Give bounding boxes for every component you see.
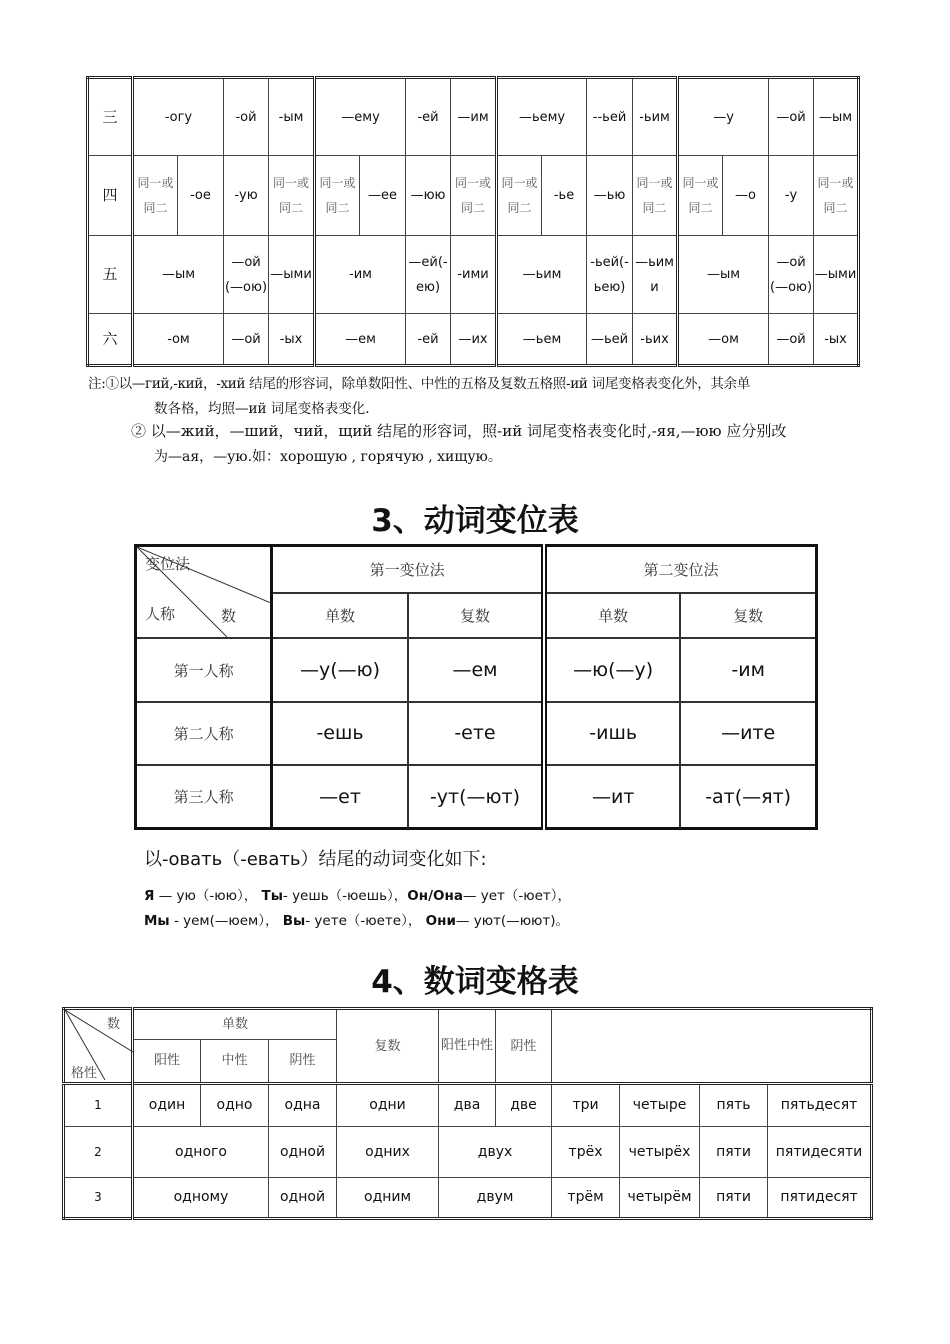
pronoun-label: Они bbox=[425, 913, 456, 929]
ending-cell: —ет bbox=[272, 765, 408, 828]
header-first-conjugation: 第一变位法 bbox=[272, 546, 544, 594]
numeral-cell: одна bbox=[269, 1084, 337, 1127]
empty-header-cell bbox=[552, 1009, 872, 1084]
ending-cell: —у bbox=[678, 78, 769, 156]
ending-cell: -ете bbox=[408, 702, 544, 765]
example-ending-text: — ует（-юет）， bbox=[462, 888, 572, 904]
table-row bbox=[136, 765, 817, 828]
table-corner-cell bbox=[136, 546, 272, 639]
ending-cell: -ат(—ят) bbox=[680, 765, 816, 828]
ending-cell: —ом bbox=[678, 314, 769, 366]
case-number: 四 bbox=[88, 156, 133, 236]
pronoun-label: Ты bbox=[261, 888, 283, 904]
ending-cell: -ьей(-ьею) bbox=[587, 236, 633, 314]
ovat-example-line-1 bbox=[144, 884, 571, 904]
numeral-cell: одной bbox=[269, 1127, 337, 1178]
ending-cell: —ю(—у) bbox=[544, 638, 680, 701]
numeral-cell: один bbox=[133, 1084, 201, 1127]
table-row bbox=[88, 236, 859, 314]
header-plural: 复数 bbox=[408, 593, 544, 638]
ending-cell: —ыми bbox=[814, 236, 859, 314]
numeral-declension-table bbox=[62, 1007, 873, 1220]
ending-cell: —ему bbox=[315, 78, 406, 156]
ending-cell: —ой(—ою) bbox=[769, 236, 814, 314]
ending-cell: --ьей bbox=[587, 78, 633, 156]
ending-cell: -ьим bbox=[633, 78, 678, 156]
ending-cell: —ым bbox=[678, 236, 769, 314]
numeral-cell: одних bbox=[337, 1127, 439, 1178]
corner-label-conjugation: 变位法 bbox=[145, 555, 191, 574]
ending-cell: —ой bbox=[769, 78, 814, 156]
header-plural: 复数 bbox=[680, 593, 816, 638]
note-2-line-1: ② 以—жий，—ший，чий，щий 结尾的形容词，照-ий 词尾变格表变化时,-яя,—юю 应分别改 bbox=[131, 422, 787, 440]
ending-cell: —ем bbox=[315, 314, 406, 366]
numeral-cell: трём bbox=[552, 1178, 620, 1219]
ending-cell: -им bbox=[680, 638, 816, 701]
numeral-cell: одной bbox=[269, 1178, 337, 1219]
corner-label-case-gender: 格性 bbox=[71, 1066, 98, 1081]
numeral-cell: одному bbox=[133, 1178, 269, 1219]
header-singular: 单数 bbox=[544, 593, 680, 638]
ending-cell: —ой bbox=[769, 314, 814, 366]
header-second-conjugation: 第二变位法 bbox=[544, 546, 816, 594]
table-corner-cell bbox=[64, 1009, 133, 1084]
ending-cell: 同一或同二 bbox=[814, 156, 859, 236]
numeral-cell: пяти bbox=[700, 1127, 768, 1178]
verb-conjugation-title: 3、动词变位表 bbox=[371, 503, 579, 539]
numeral-cell: четыре bbox=[620, 1084, 700, 1127]
numeral-cell: одни bbox=[337, 1084, 439, 1127]
header-neuter: 中性 bbox=[201, 1039, 269, 1084]
ending-cell: —ите bbox=[680, 702, 816, 765]
ending-cell: —ым bbox=[814, 78, 859, 156]
ending-cell: -ом bbox=[133, 314, 224, 366]
ending-cell: 同一或同二 bbox=[133, 156, 178, 236]
header-singular: 单数 bbox=[133, 1009, 337, 1040]
header-singular: 单数 bbox=[272, 593, 408, 638]
ending-cell: —ьему bbox=[497, 78, 587, 156]
table-row bbox=[64, 1084, 872, 1127]
example-ending-text: - уете（-юете）， bbox=[305, 913, 426, 929]
ending-cell: —ьим bbox=[497, 236, 587, 314]
ovat-example-line-2 bbox=[144, 909, 569, 929]
numeral-cell: пяти bbox=[700, 1178, 768, 1219]
ending-cell: —ой(—ою) bbox=[224, 236, 269, 314]
ending-cell: -ье bbox=[542, 156, 587, 236]
ending-cell: -ими bbox=[451, 236, 497, 314]
ending-cell: —ем bbox=[408, 638, 544, 701]
table-row bbox=[136, 638, 817, 701]
ending-cell: —ьем bbox=[497, 314, 587, 366]
ending-cell: 同一或同二 bbox=[497, 156, 542, 236]
ending-cell: 同一或同二 bbox=[315, 156, 360, 236]
ending-cell: -ую bbox=[224, 156, 269, 236]
numeral-cell: двух bbox=[439, 1127, 552, 1178]
corner-label-number: 数 bbox=[107, 1017, 121, 1032]
numeral-cell: пятидесяти bbox=[768, 1127, 872, 1178]
ending-cell: -ым bbox=[269, 78, 315, 156]
ending-cell: 同一或同二 bbox=[269, 156, 315, 236]
corner-label-number: 数 bbox=[221, 607, 237, 626]
person-label: 第二人称 bbox=[136, 702, 272, 765]
numeral-cell: три bbox=[552, 1084, 620, 1127]
pronoun-label: Вы bbox=[282, 913, 306, 929]
adjective-ending-table bbox=[86, 76, 860, 367]
ending-cell: —ым bbox=[133, 236, 224, 314]
header-feminine: 阴性 bbox=[496, 1009, 552, 1084]
ending-cell: —у(—ю) bbox=[272, 638, 408, 701]
case-number: 六 bbox=[88, 314, 133, 366]
ovat-verbs-heading: 以-овать（-евать）结尾的动词变化如下: bbox=[144, 849, 487, 870]
example-ending-text: — уют(—юют)。 bbox=[455, 913, 570, 929]
numeral-cell: одним bbox=[337, 1178, 439, 1219]
header-feminine: 阴性 bbox=[269, 1039, 337, 1084]
numeral-cell: два bbox=[439, 1084, 496, 1127]
example-ending-text: - уем(—юем）， bbox=[169, 913, 283, 929]
corner-label-person: 人称 bbox=[145, 605, 176, 624]
case-number: 3 bbox=[64, 1178, 133, 1219]
numeral-cell: двум bbox=[439, 1178, 552, 1219]
numeral-cell: пятидесят bbox=[768, 1178, 872, 1219]
pronoun-label: Мы bbox=[144, 913, 170, 929]
ending-cell: —их bbox=[451, 314, 497, 366]
pronoun-label: Я bbox=[144, 888, 155, 904]
ending-cell: -ей bbox=[406, 78, 451, 156]
header-plural: 复数 bbox=[337, 1009, 439, 1084]
ending-cell: -им bbox=[315, 236, 406, 314]
header-masc-neut: 阳性中性 bbox=[439, 1009, 496, 1084]
numeral-cell: одно bbox=[201, 1084, 269, 1127]
case-number: 1 bbox=[64, 1084, 133, 1127]
table-row bbox=[88, 78, 859, 156]
ending-cell: 同一或同二 bbox=[451, 156, 497, 236]
numeral-cell: пятьдесят bbox=[768, 1084, 872, 1127]
ending-cell: -ых bbox=[269, 314, 315, 366]
pronoun-label: Он/Она bbox=[407, 888, 463, 904]
person-label: 第三人称 bbox=[136, 765, 272, 828]
ending-cell: —ью bbox=[587, 156, 633, 236]
numeral-cell: четырёх bbox=[620, 1127, 700, 1178]
ending-cell: —о bbox=[723, 156, 769, 236]
ending-cell: —ой bbox=[224, 314, 269, 366]
note-1-line-1: 注:①以—гий,-кий，-хий 结尾的形容词，除单数阳性、中性的五格及复数五格照-ий 词尾变格表变化外，其余单 bbox=[88, 376, 751, 392]
table-row bbox=[88, 156, 859, 236]
ending-cell: —ит bbox=[544, 765, 680, 828]
ending-cell: —ьими bbox=[633, 236, 678, 314]
ending-cell: -ой bbox=[224, 78, 269, 156]
ending-cell: 同一或同二 bbox=[678, 156, 723, 236]
ending-cell: -у bbox=[769, 156, 814, 236]
numeral-cell: две bbox=[496, 1084, 552, 1127]
example-ending-text: — ую（-юю）， bbox=[154, 888, 262, 904]
numeral-cell: четырём bbox=[620, 1178, 700, 1219]
ending-cell: -ых bbox=[814, 314, 859, 366]
ending-cell: —им bbox=[451, 78, 497, 156]
numeral-cell: пять bbox=[700, 1084, 768, 1127]
ending-cell: -ое bbox=[178, 156, 224, 236]
note-1-line-2: 数各格，均照—ий 词尾变格表变化. bbox=[154, 401, 370, 417]
table-row bbox=[88, 314, 859, 366]
ending-cell: —ее bbox=[360, 156, 406, 236]
numeral-cell: трёх bbox=[552, 1127, 620, 1178]
verb-conjugation-table bbox=[134, 544, 818, 830]
table-row bbox=[64, 1127, 872, 1178]
ending-cell: -ьих bbox=[633, 314, 678, 366]
ending-cell: —ьей bbox=[587, 314, 633, 366]
ending-cell: 同一或同二 bbox=[633, 156, 678, 236]
table-row bbox=[136, 702, 817, 765]
numeral-declension-title: 4、数词变格表 bbox=[371, 964, 579, 1000]
example-ending-text: - уешь（-юешь）， bbox=[282, 888, 408, 904]
case-number: 五 bbox=[88, 236, 133, 314]
numeral-cell: одного bbox=[133, 1127, 269, 1178]
ending-cell: -ишь bbox=[544, 702, 680, 765]
ending-cell: -ешь bbox=[272, 702, 408, 765]
person-label: 第一人称 bbox=[136, 638, 272, 701]
case-number: 2 bbox=[64, 1127, 133, 1178]
ending-cell: -ей bbox=[406, 314, 451, 366]
ending-cell: -ут(—ют) bbox=[408, 765, 544, 828]
header-masculine: 阳性 bbox=[133, 1039, 201, 1084]
ending-cell: -огу bbox=[133, 78, 224, 156]
ending-cell: —ей(-ею) bbox=[406, 236, 451, 314]
table-row bbox=[64, 1178, 872, 1219]
ending-cell: —ыми bbox=[269, 236, 315, 314]
case-number: 三 bbox=[88, 78, 133, 156]
note-2-line-2: 为—ая，—ую.如：хорошую , горячую , хищую。 bbox=[154, 449, 502, 465]
ending-cell: —юю bbox=[406, 156, 451, 236]
